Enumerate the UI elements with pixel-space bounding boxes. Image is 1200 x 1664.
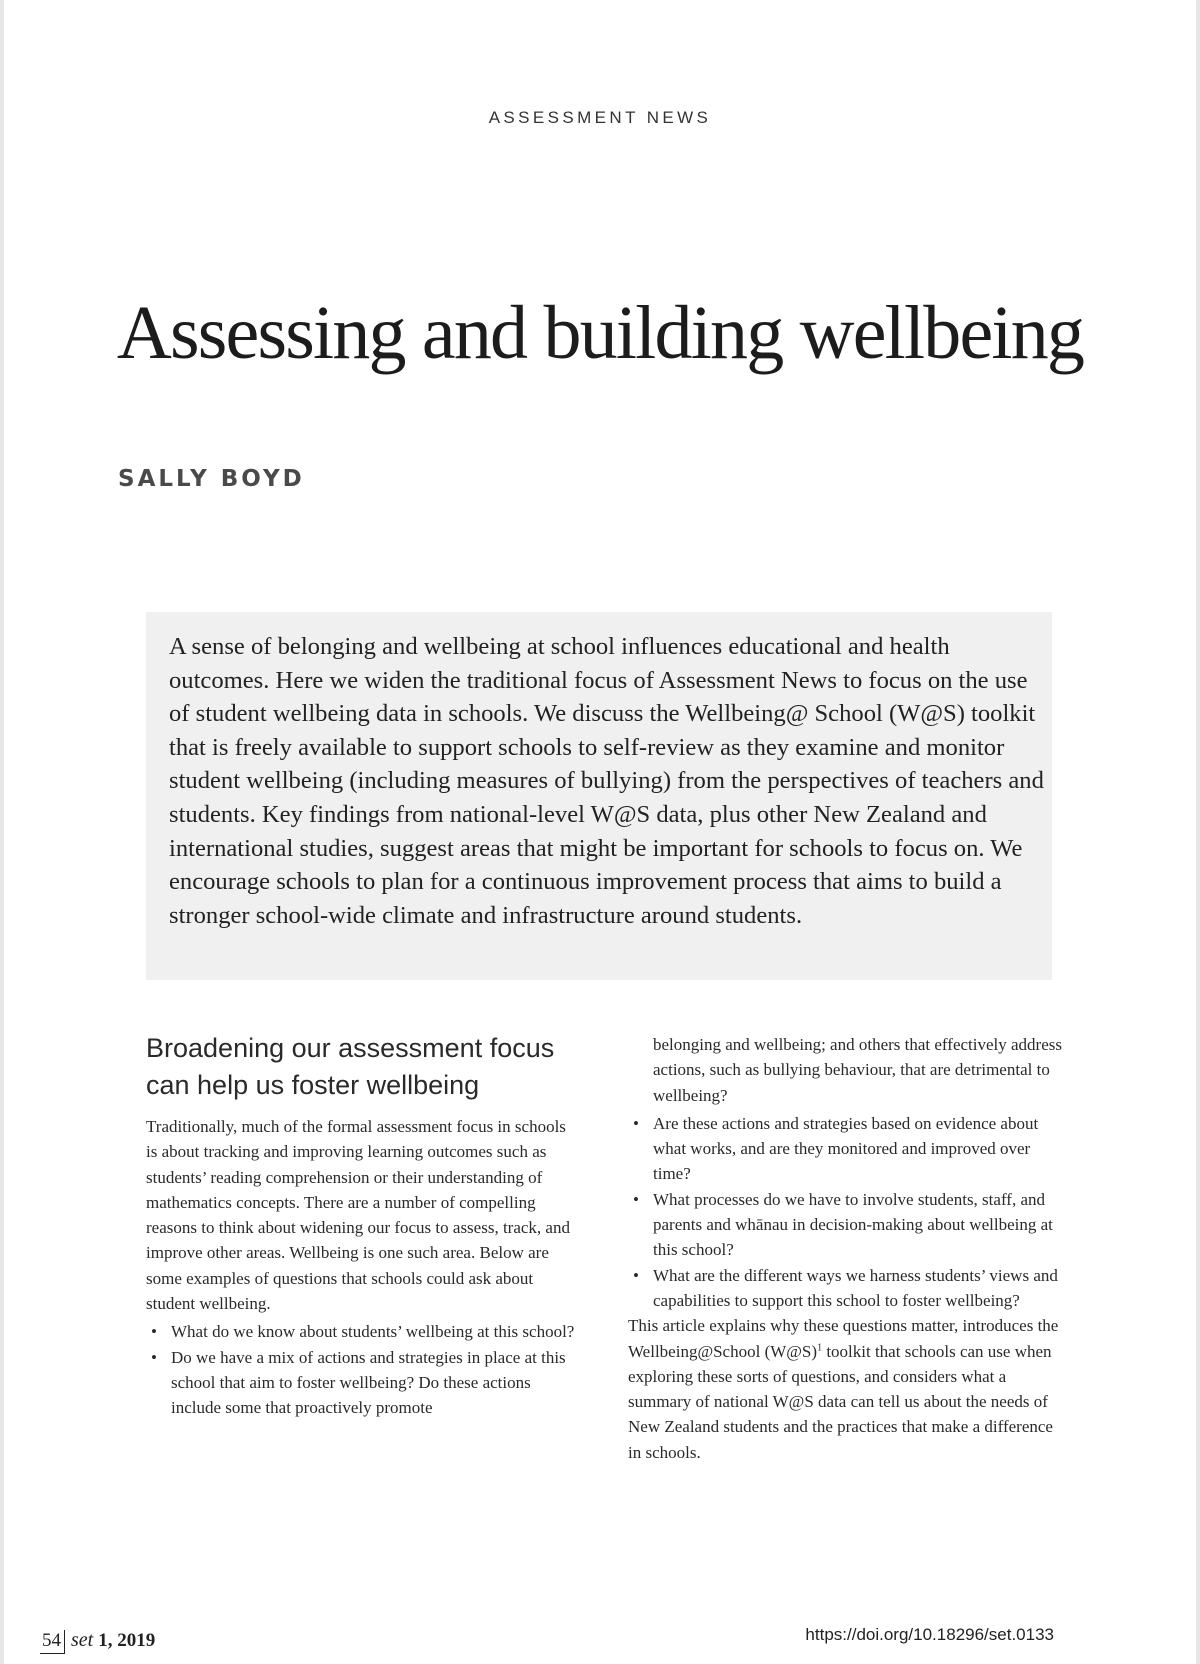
issue-info: 1, 2019 [98,1630,156,1651]
bullet-icon: • [151,1322,157,1342]
list-item [146,1345,576,1421]
list-item [146,1319,576,1344]
closing-text-after: toolkit that schools can use when exploring these sorts of questions, and considers what a summary of national W@S data can tell us about the needs of New Zealand students and the practices that make a difference in schools. [628,1341,1053,1462]
list-item-text: Are these actions and strategies based on evidence about what works, and are they monitored and improved over time? [653,1113,1039,1184]
bullet-icon: • [633,1113,639,1133]
bullet-icon: • [633,1265,639,1285]
list-item-text: Do we have a mix of actions and strategies in place at this school that aim to foster wellbeing? Do these actions include some that proactively promote [171,1347,566,1418]
page-number: 54 [40,1630,65,1654]
section-label: ASSESSMENT NEWS [488,108,712,127]
bullet-icon: • [633,1189,639,1209]
list-item-text: What are the different ways we harness students’ views and capabilities to support this school to foster wellbeing? [653,1265,1058,1310]
footer-citation [40,1629,155,1654]
closing-paragraph [628,1313,1068,1465]
footnote-marker[interactable]: 1 [817,1341,823,1353]
question-list-right [628,1111,1068,1313]
list-item [628,1111,1068,1187]
closing-text-before: This article explains why these questions matter, introduces the Wellbeing@School (W@S) [628,1316,1059,1361]
page-edge-right [1196,0,1200,1664]
question-list-left [146,1319,576,1420]
list-item [628,1263,1068,1314]
bullet-continuation: belonging and wellbeing; and others that effectively address actions, such as bullying behaviour, that are detrimental to wellbeing? [653,1035,1062,1105]
journal-name: set [71,1629,94,1651]
article-title: Assessing and building wellbeing [116,291,1084,375]
list-item-text: What processes do we have to involve students, staff, and parents and whānau in decision-making about wellbeing at this school? [653,1189,1053,1260]
list-item-text: What do we know about students’ wellbeing at this school? [171,1322,575,1342]
left-column [146,1030,576,1421]
author-name: SALLY BOYD [118,466,305,492]
abstract-text: A sense of belonging and wellbeing at school influences educational and health outcomes. Here we widen the traditional focus of Assessment News to focus on the use of student wellbeing data in schools. We discuss the Wellbeing@ School (W@S) toolkit that is freely available to support schools to self-review as they examine and monitor student wellbeing (including measures of bullying) from the perspectives of teachers and students. Key findings from national-level W@S data, plus other New Zealand and international studies, suggest areas that might be important for schools to focus on. We encourage schools to plan for a continuous improvement process that aims to build a stronger school-wide climate and infrastructure around students. [169,633,1044,929]
right-column [628,1032,1068,1465]
doi-link[interactable]: https://doi.org/10.18296/set.0133 [805,1625,1054,1644]
list-item [628,1187,1068,1263]
intro-paragraph: Traditionally, much of the formal assessment focus in schools is about tracking and improving learning outcomes such as students’ reading comprehension or their understanding of mathematics concepts. There are a number of compelling reasons to think about widening our focus to assess, track, and improve other areas. Wellbeing is one such area. Below are some examples of questions that schools could ask about student wellbeing. [146,1117,570,1314]
page-edge-left [0,0,4,1664]
bullet-icon: • [151,1347,157,1367]
section-heading: Broadening our assessment focus can help us foster wellbeing [146,1033,555,1100]
